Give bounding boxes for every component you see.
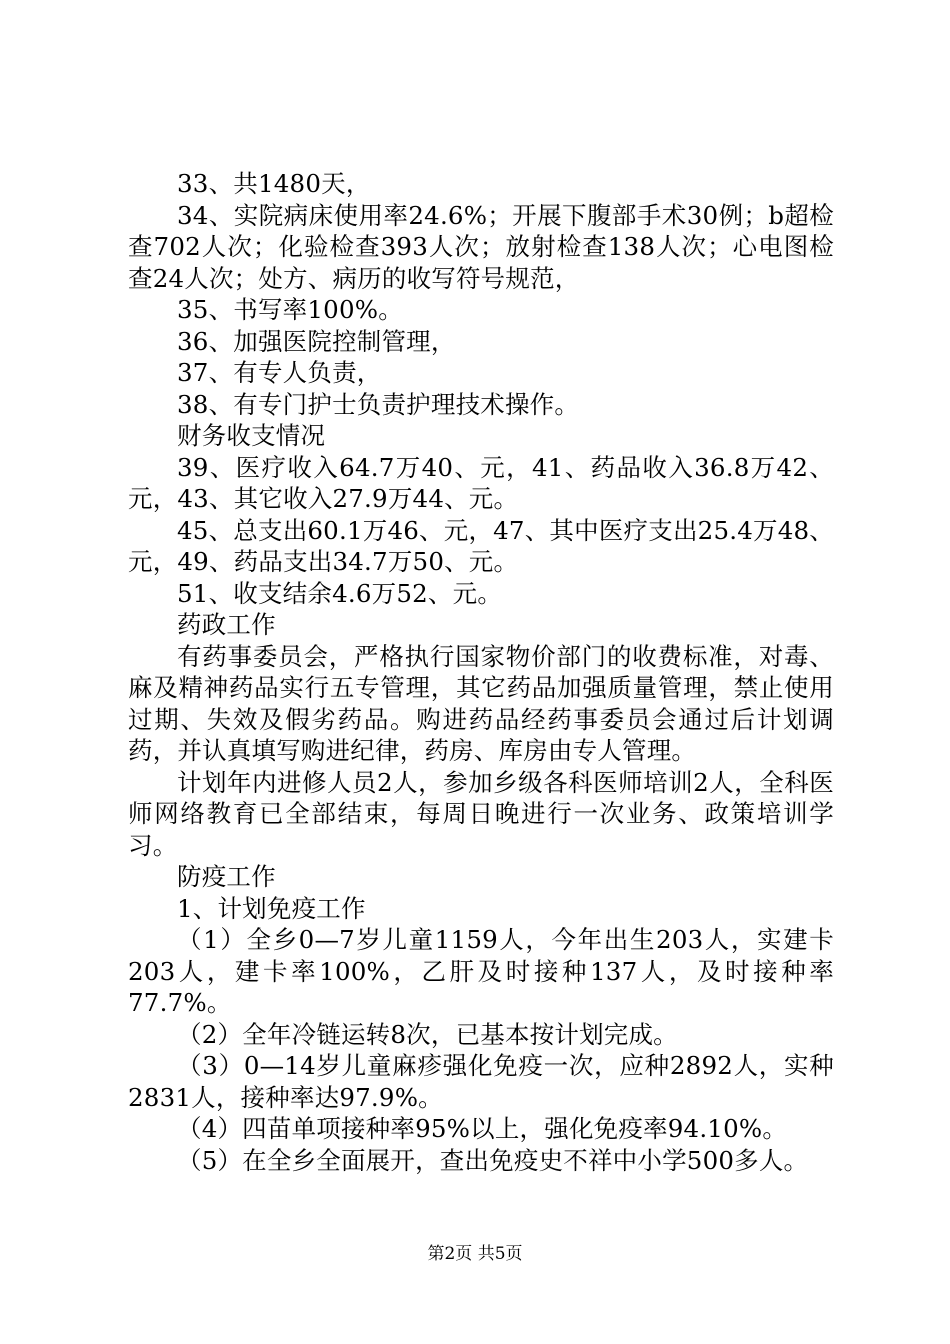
paragraph-33: 33、共1480天， <box>177 169 371 198</box>
immunization-item-4: （4）四苗单项接种率95%以上，强化免疫率94.10%。 <box>177 1114 788 1143</box>
paragraph-38: 38、有专门护士负责护理技术操作。 <box>177 389 580 419</box>
immunization-item-5: （5）在全乡全面展开，查出免疫史不祥中小学500多人。 <box>177 1145 809 1175</box>
immunization-item-3: （3）0—14岁儿童麻疹强化免疫一次，应种2892人，实种2831人，接种率达97.9%。 <box>128 1051 834 1112</box>
section-heading-pharmacy: 药政工作 <box>177 610 276 639</box>
paragraph-36: 36、加强医院控制管理， <box>177 326 456 356</box>
paragraph-pharmacy-committee: 有药事委员会，严格执行国家物价部门的收费标准，对毒、麻及精神药品实行五专管理，其它药品加强质量管理，禁止使用过期、失效及假劣药品。购进药品经药事委员会通过后计划调药，并认真填写购进纪律，药房、库房由专人管理。 <box>128 641 834 765</box>
paragraph-45: 45、总支出60.1万46、元，47、其中医疗支出25.4万48、元，49、药品支出34.7万50、元。 <box>128 515 834 576</box>
paragraph-training: 计划年内进修人员2人，参加乡级各科医师培训2人，全科医师网络教育已全部结束，每周日晚进行一次业务、政策培训学习。 <box>128 767 834 860</box>
paragraph-34: 34、实院病床使用率24.6%；开展下腹部手术30例；b超检查702人次；化验检查393人次；放射检查138人次；心电图检查24人次；处方、病历的收写符号规范， <box>128 200 834 293</box>
subheading-immunization: 1、计划免疫工作 <box>177 893 366 923</box>
paragraph-51: 51、收支结余4.6万52、元。 <box>177 578 503 608</box>
paragraph-35: 35、书写率100%。 <box>177 295 403 324</box>
immunization-item-1: （1）全乡0—7岁儿童1159人，今年出生203人，实建卡203人，建卡率100%，乙肝及时接种137人，及时接种率77.7%。 <box>128 925 834 1017</box>
paragraph-37: 37、有专人负责， <box>177 358 382 387</box>
document-body <box>128 168 834 1176</box>
section-heading-epidemic: 防疫工作 <box>177 862 276 891</box>
paragraph-39: 39、医疗收入64.7万40、元，41、药品收入36.8万42、元，43、其它收入27.9万44、元。 <box>128 452 834 513</box>
immunization-item-2: （2）全年冷链运转8次，已基本按计划完成。 <box>177 1019 678 1049</box>
page-number: 第2页 共5页 <box>427 1244 523 1264</box>
section-heading-finance: 财务收支情况 <box>177 421 326 450</box>
page-footer <box>0 1244 950 1264</box>
